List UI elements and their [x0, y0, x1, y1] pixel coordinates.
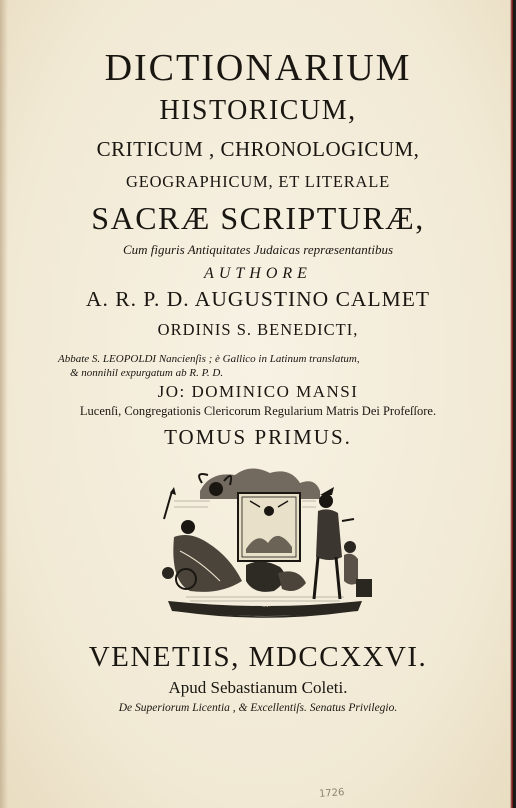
volume-label: TOMUS PRIMUS. — [164, 425, 352, 449]
imprint-place-date: VENETIIS, MDCCXXVI. — [88, 641, 428, 673]
translator-affiliation: Lucenſi, Congregationis Clericorum Regularium Matris Dei Profeſſore. — [79, 404, 437, 418]
title-criticum: CRITICUM , CHRONOLOGICUM, — [96, 137, 420, 161]
vignette-signature: G.F. — [262, 604, 271, 609]
translation-note-line1: Abbate S. LEOPOLDI Nancienſis ; è Gallico in Latinum translatum, — [58, 353, 360, 365]
imprint-publisher: Apud Sebastianum Coleti. — [168, 678, 348, 697]
handwritten-note: 1726 — [318, 787, 345, 800]
engraved-vignette — [150, 461, 380, 626]
authore-label: AUTHORE — [204, 265, 312, 282]
title-dictionarium: DICTIONARIUM — [104, 47, 412, 89]
translation-note-line2: & nonnihil expurgatum ab R. P. D. — [70, 367, 224, 379]
translator-name: JO: DOMINICO MANSI — [157, 382, 359, 401]
title-historicum: HISTORICUM, — [159, 95, 357, 126]
translation-note — [58, 352, 458, 380]
author-order: ORDINIS S. BENEDICTI, — [157, 320, 359, 339]
author-name: A. R. P. D. AUGUSTINO CALMET — [86, 287, 430, 311]
subtitle-figures: Cum figuris Antiquitates Judaicas repræsentantibus — [122, 242, 394, 257]
title-sacrae-scripturae: SACRÆ SCRIPTURÆ, — [91, 200, 425, 236]
title-geographicum: GEOGRAPHICUM, ET LITERALE — [126, 172, 390, 191]
imprint-license: De Superiorum Licentia , & Excellentiſs. Senatus Privilegio. — [118, 702, 398, 714]
